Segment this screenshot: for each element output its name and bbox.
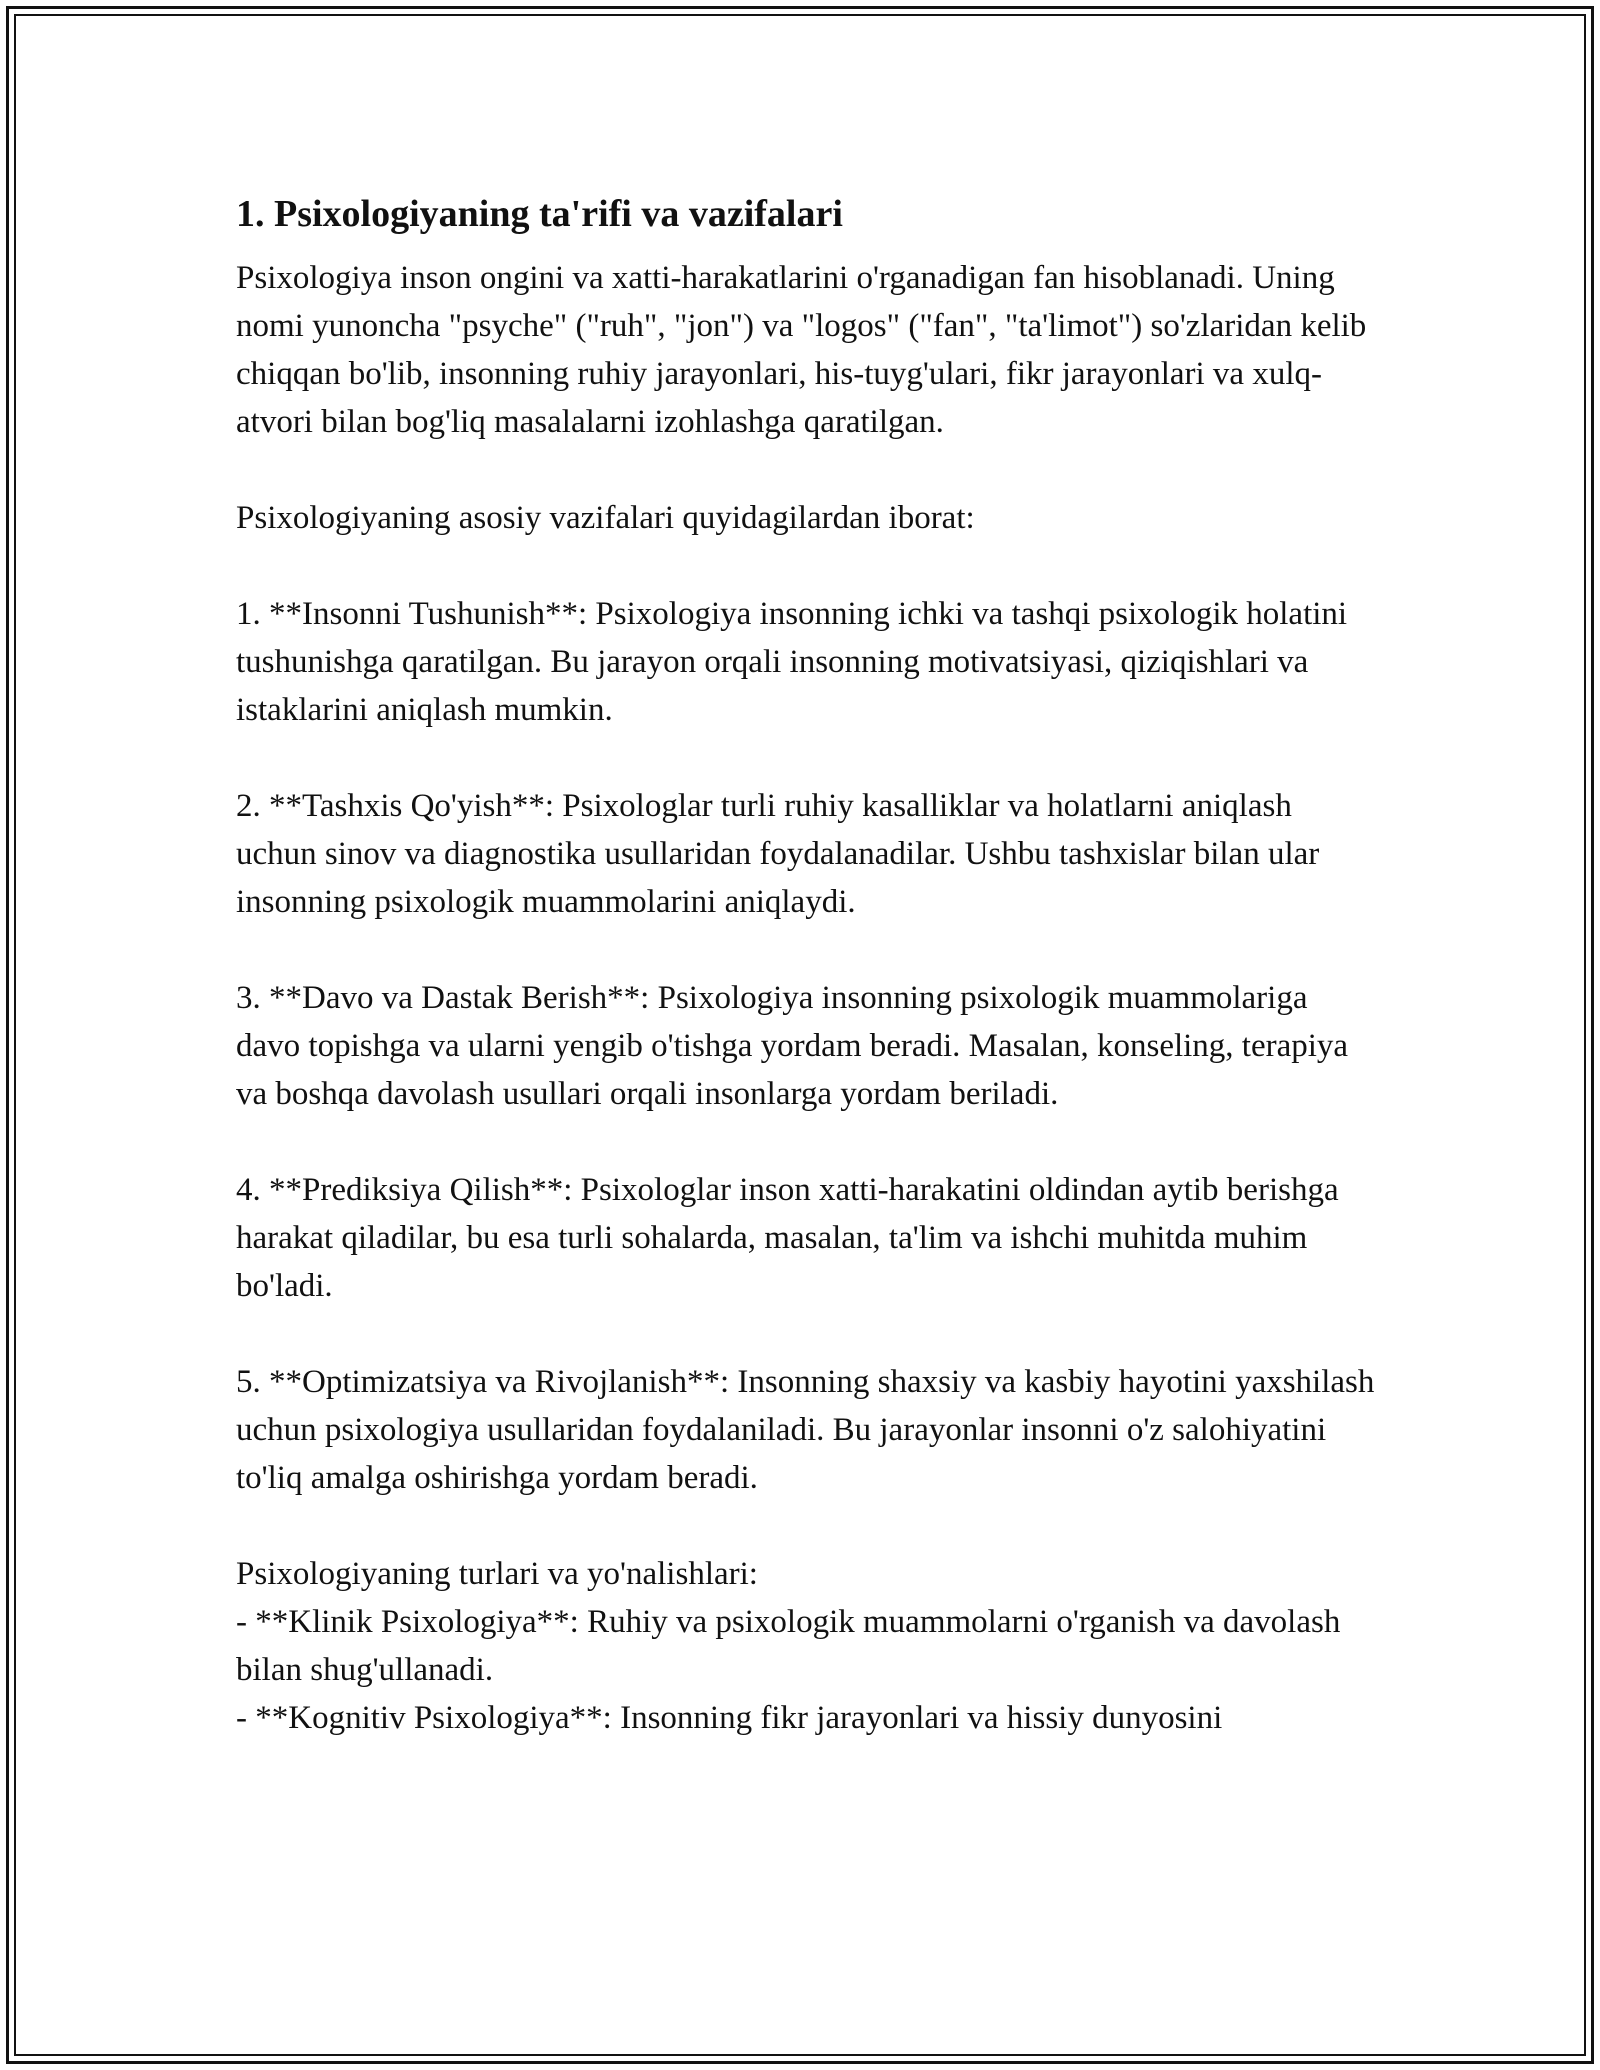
spacer <box>236 1502 1376 1550</box>
spacer <box>236 734 1376 782</box>
task-item-2: 2. **Tashxis Qo'yish**: Psixologlar turli ruhiy kasalliklar va holatlarni aniqlash uchun sinov va diagnostika usullaridan foydalanadilar. Ushbu tashxislar bilan ular insonning psixologik muammolarini aniqlaydi. <box>236 788 1328 920</box>
task-item-5: 5. **Optimizatsiya va Rivojlanish**: Insonning shaxsiy va kasbiy hayotini yaxshilash uchun psixologiya usullaridan foydalaniladi. Bu jarayonlar insonni o'z salohiyatini to'liq amalga oshirishga yordam beradi. <box>236 1364 1383 1496</box>
spacer <box>236 446 1376 494</box>
section-title: 1. Psixologiyaning ta'rifi va vazifalari <box>236 193 843 235</box>
spacer <box>236 1310 1376 1358</box>
document-body <box>236 186 1383 1742</box>
task-item-4: 4. **Prediksiya Qilish**: Psixologlar inson xatti-harakatini oldindan aytib berishga harakat qiladilar, bu esa turli sohalarda, masalan, ta'lim va ishchi muhitda muhim bo'ladi. <box>236 1172 1347 1304</box>
spacer <box>236 926 1376 974</box>
type-item-cognitive: - **Kognitiv Psixologiya**: Insonning fikr jarayonlari va hissiy dunyosini <box>236 1700 1223 1736</box>
spacer <box>236 542 1376 590</box>
spacer <box>236 1118 1376 1166</box>
type-item-clinical: - **Klinik Psixologiya**: Ruhiy va psixologik muammolarni o'rganish va davolash bilan shug'ullanadi. <box>236 1604 1349 1688</box>
tasks-heading: Psixologiyaning asosiy vazifalari quyidagilardan iborat: <box>236 500 975 536</box>
task-item-3: 3. **Davo va Dastak Berish**: Psixologiya insonning psixologik muammolariga davo topishga va ularni yengib o'tishga yordam beradi. Masalan, konseling, terapiya va boshqa davolash usullari orqali insonlarga yordam beriladi. <box>236 980 1357 1112</box>
task-item-1: 1. **Insonni Tushunish**: Psixologiya insonning ichki va tashqi psixologik holatini tushunishga qaratilgan. Bu jarayon orqali insonning motivatsiyasi, qiziqishlari va istaklarini aniqlash mumkin. <box>236 596 1356 728</box>
intro-paragraph: Psixologiya inson ongini va xatti-harakatlarini o'rganadigan fan hisoblanadi. Uning nomi yunoncha "psyche" ("ruh", "jon") va "logos" ("fan", "ta'limot") so'zlaridan kelib chiqqan bo'lib, insonning ruhiy jarayonlari, his-tuyg'ulari, fikr jarayonlari va xulq-atvori bilan bog'liq masalalarni izohlashga qaratilgan. <box>236 260 1375 440</box>
types-heading: Psixologiyaning turlari va yo'nalishlari: <box>236 1556 758 1592</box>
